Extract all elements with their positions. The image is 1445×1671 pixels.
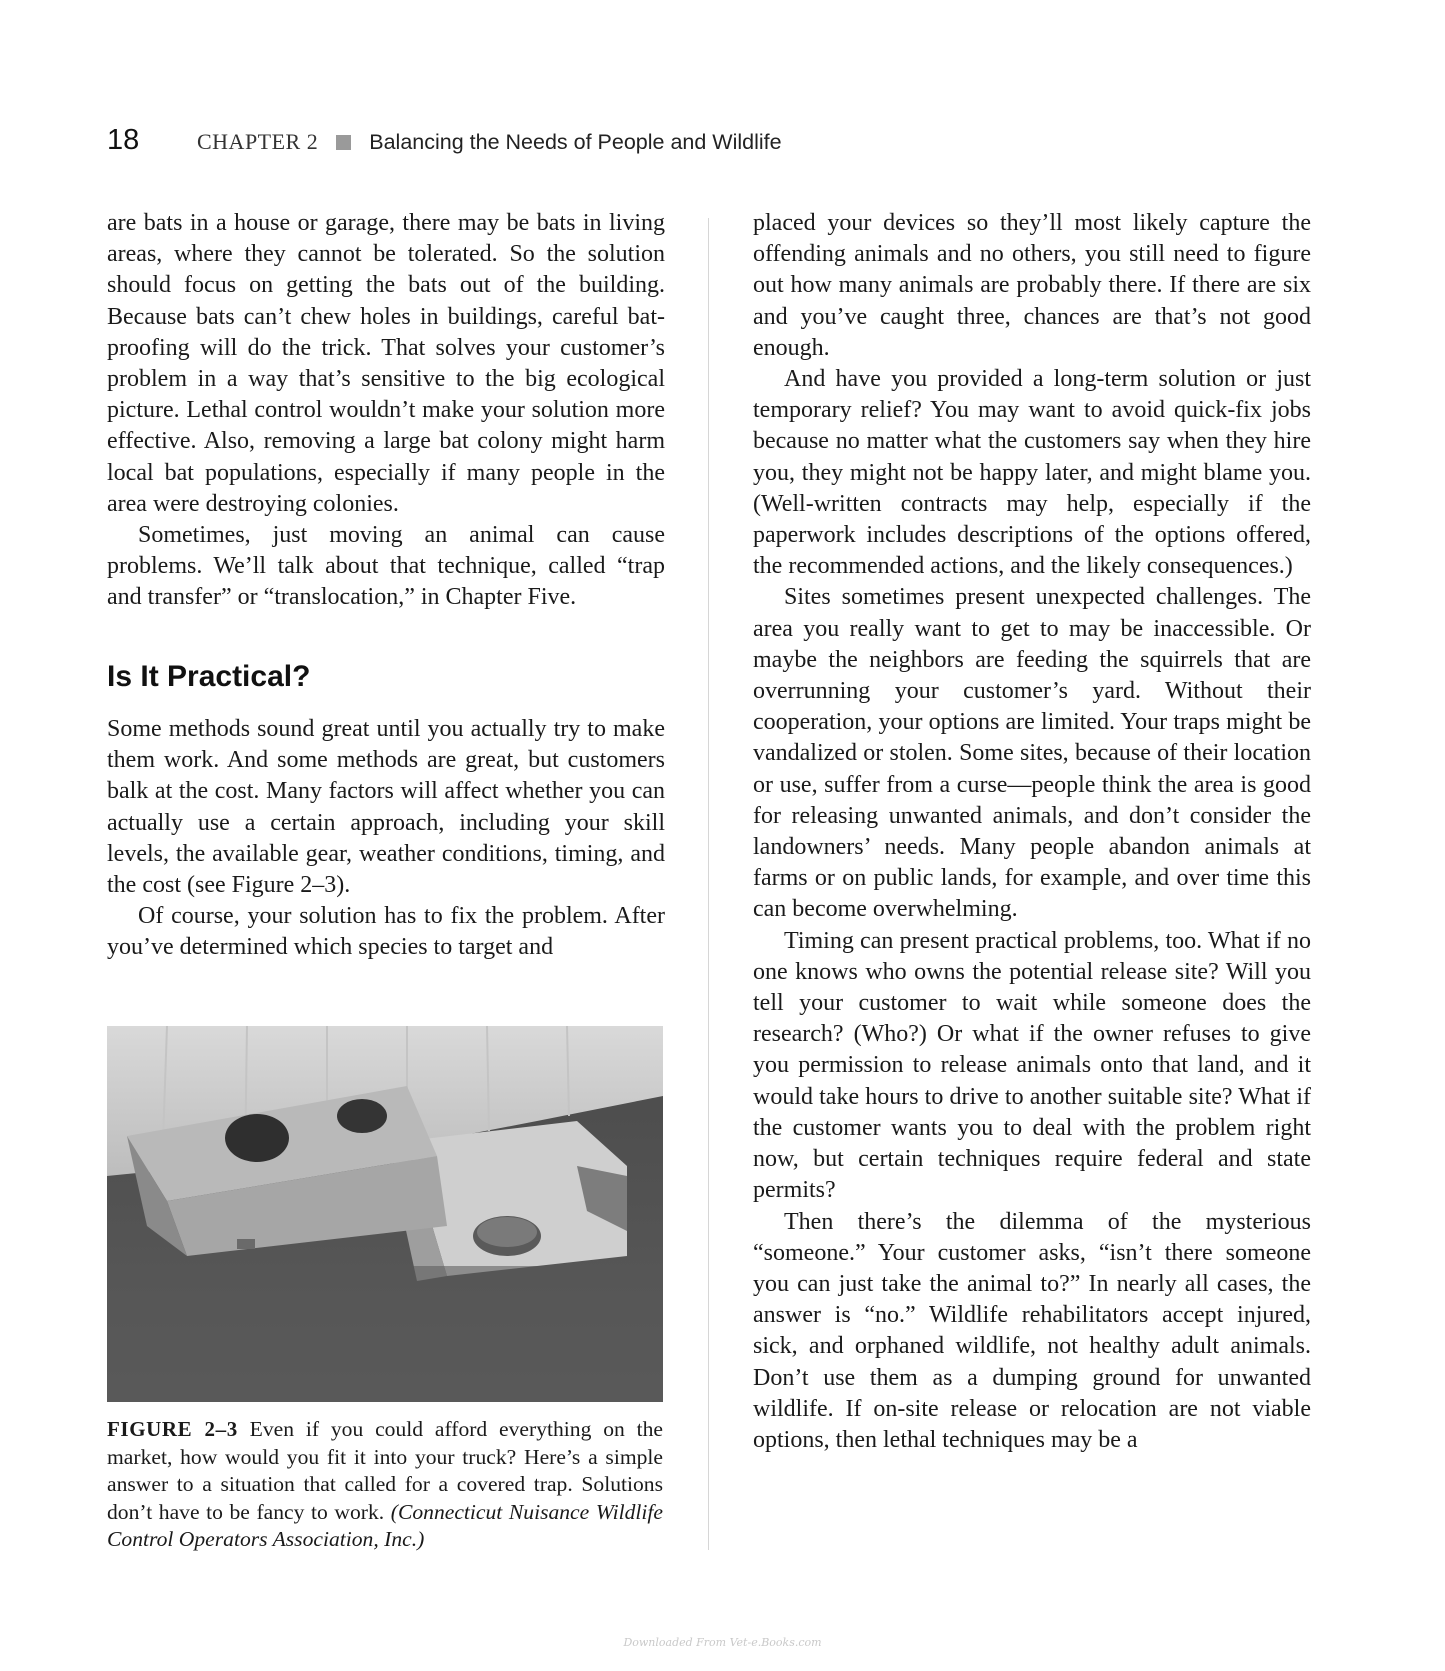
paragraph: are bats in a house or garage, there may be bats in living areas, where they cannot be tolerated. So the solution should focus on getting the bats out of the building. Because bats can’t chew holes in buildings, careful bat-proofing will do the trick. That solves your customer’s problem in a way that’s sensitive to the big ecological picture. Lethal control wouldn’t make your solution more effective. Also, removing a large bat colony might harm local bat populations, especially if many people in the area were destroying colonies. xyxy=(107,210,665,517)
paragraph: And have you provided a long-term solution or just temporary relief? You may want to avoid quick-fix jobs because no matter what the customers say when they hire you, they might not be happy later, and might blame you. (Well-written contracts may help, especially if the paperwork includes descriptions of the options offered, the recommended actions, and the likely consequences.) xyxy=(753,366,1311,580)
page-number: 18 xyxy=(107,124,140,156)
figure-label: FIGURE 2–3 xyxy=(107,1417,238,1441)
square-separator-icon xyxy=(336,135,351,150)
download-watermark: Downloaded From Vet-e.Books.com xyxy=(623,1636,822,1649)
running-header xyxy=(107,124,782,164)
paragraph: Timing can present practical problems, too. What if no one knows who owns the potential release site? Will you tell your customer to wait while someone does the research? (Who?) Or what if the owner refuses to give you permission to release animals onto that land, and it would take hours to drive to another suitable site? What if the customer wants you to deal with the problem right now, but certain techniques require federal and state permits? xyxy=(753,927,1311,1204)
paragraph: Sites sometimes present unexpected challenges. The area you really want to get to may be inaccessible. Or maybe the neighbors are feeding the squirrels that are overrunning your customer’s yard. Without their cooperation, your options are limited. Your traps might be vandalized or stolen. Some sites, because of their location or use, suffer from a curse—people think the area is good for releasing unwanted animals, and don’t consider the landowners’ needs. Many people abandon animals at farms or on public lands, for example, and over time this can become overwhelming. xyxy=(753,584,1311,923)
section-heading: Is It Practical? xyxy=(107,660,311,693)
chapter-title: Balancing the Needs of People and Wildlife xyxy=(369,130,782,154)
chapter-label: CHAPTER 2 xyxy=(197,129,319,154)
paragraph: Sometimes, just moving an animal can cause problems. We’ll talk about that technique, called “trap and transfer” or “translocation,” in Chapter Five. xyxy=(107,522,665,611)
caption-text: Even if you could afford everything on the market, how would you fit it into your truck? Here’s a simple answer to a situation that called for a covered trap. Solutions don’t have to be fancy to work. xyxy=(107,1417,663,1524)
figure-photo xyxy=(107,1026,663,1402)
figure-caption xyxy=(107,1416,663,1554)
paragraph: Of course, your solution has to fix the problem. After you’ve determined which species to target and xyxy=(107,903,665,961)
paragraph: placed your devices so they’ll most likely capture the offending animals and no others, you still need to figure out how many animals are probably there. If there are six and you’ve caught three, chances are that’s not good enough. xyxy=(753,210,1311,361)
right-column xyxy=(753,208,1311,1456)
left-column-bottom xyxy=(107,714,665,964)
column-divider xyxy=(708,218,709,1550)
paragraph: Some methods sound great until you actually try to make them work. And some methods are great, but customers balk at the cost. Many factors will affect whether you can actually use a certain approach, including your skill levels, the available gear, weather conditions, timing, and the cost (see Figure 2–3). xyxy=(107,716,665,899)
caption-credit: (Connecticut Nuisance Wildlife Control Operators Association, Inc.) xyxy=(107,1499,663,1552)
paragraph: Then there’s the dilemma of the mysterious “someone.” Your customer asks, “isn’t there someone you can just take the animal to?” In nearly all cases, the answer is “no.” Wildlife rehabilitators accept injured, sick, and orphaned wildlife, not healthy adult animals. Don’t use them as a dumping ground for unwanted wildlife. If on-site release or relocation are not viable options, then lethal techniques may be a xyxy=(753,1208,1311,1453)
left-column-top xyxy=(107,208,665,614)
